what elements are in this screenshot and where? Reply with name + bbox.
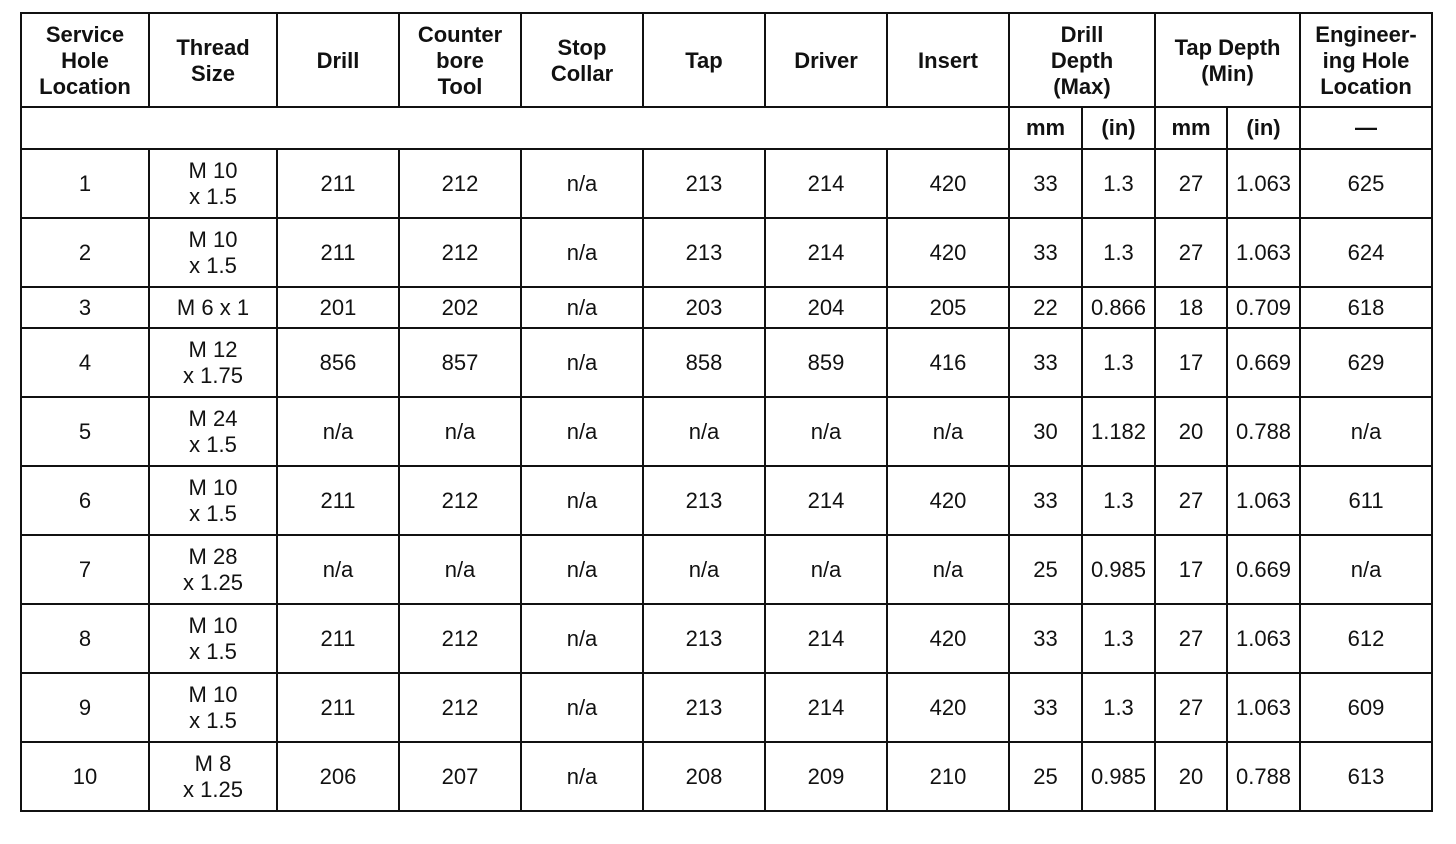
header-counterbore-tool: Counter bore Tool [399,13,521,107]
cell-engineering-hole-location: 613 [1300,742,1432,811]
cell-driver: 209 [765,742,887,811]
cell-driver: 214 [765,149,887,218]
cell-counterbore-tool: 207 [399,742,521,811]
cell-tap-depth-mm: 27 [1155,604,1227,673]
cell-stop-collar: n/a [521,604,643,673]
cell-counterbore-tool: 202 [399,287,521,328]
cell-drill-depth-mm: 33 [1009,466,1082,535]
cell-service-hole-location: 9 [21,673,149,742]
cell-drill-depth-mm: 33 [1009,149,1082,218]
cell-stop-collar: n/a [521,466,643,535]
cell-service-hole-location: 3 [21,287,149,328]
cell-drill-depth-mm: 22 [1009,287,1082,328]
cell-tap: 858 [643,328,765,397]
cell-service-hole-location: 7 [21,535,149,604]
cell-thread-size: M 12 x 1.75 [149,328,277,397]
cell-thread-size: M 8 x 1.25 [149,742,277,811]
cell-service-hole-location: 5 [21,397,149,466]
table-row [21,742,1432,811]
cell-driver: 214 [765,218,887,287]
cell-drill: n/a [277,535,399,604]
cell-tap: 213 [643,149,765,218]
unit-drill-in: (in) [1082,107,1155,149]
cell-tap: 213 [643,466,765,535]
header-driver: Driver [765,13,887,107]
cell-drill: 211 [277,149,399,218]
cell-tap-depth-in: 0.669 [1227,535,1300,604]
cell-driver: 214 [765,604,887,673]
cell-service-hole-location: 2 [21,218,149,287]
cell-stop-collar: n/a [521,287,643,328]
cell-insert: n/a [887,535,1009,604]
header-tap: Tap [643,13,765,107]
cell-engineering-hole-location: 618 [1300,287,1432,328]
cell-engineering-hole-location: 624 [1300,218,1432,287]
cell-drill-depth-in: 1.3 [1082,218,1155,287]
cell-tap-depth-mm: 20 [1155,397,1227,466]
cell-counterbore-tool: n/a [399,397,521,466]
cell-tap: 213 [643,604,765,673]
cell-counterbore-tool: 857 [399,328,521,397]
header-service-hole-location: Service Hole Location [21,13,149,107]
cell-drill-depth-in: 0.985 [1082,742,1155,811]
cell-thread-size: M 10 x 1.5 [149,673,277,742]
cell-thread-size: M 28 x 1.25 [149,535,277,604]
cell-engineering-hole-location: 611 [1300,466,1432,535]
cell-service-hole-location: 4 [21,328,149,397]
cell-driver: 214 [765,466,887,535]
cell-drill: 856 [277,328,399,397]
cell-tap-depth-in: 1.063 [1227,466,1300,535]
cell-tap: 208 [643,742,765,811]
unit-drill-mm: mm [1009,107,1082,149]
header-tap-depth-min: Tap Depth (Min) [1155,13,1300,107]
table-row [21,287,1432,328]
cell-tap: n/a [643,535,765,604]
units-row [21,107,1432,149]
cell-counterbore-tool: 212 [399,466,521,535]
table-row [21,149,1432,218]
cell-service-hole-location: 1 [21,149,149,218]
cell-insert: 420 [887,604,1009,673]
cell-insert: 420 [887,673,1009,742]
table-row [21,604,1432,673]
table-row [21,328,1432,397]
cell-tap-depth-mm: 27 [1155,218,1227,287]
cell-tap-depth-in: 1.063 [1227,218,1300,287]
cell-tap-depth-mm: 27 [1155,673,1227,742]
table-row [21,466,1432,535]
cell-drill-depth-mm: 33 [1009,673,1082,742]
cell-drill: 201 [277,287,399,328]
cell-insert: 210 [887,742,1009,811]
header-insert: Insert [887,13,1009,107]
cell-engineering-hole-location: 629 [1300,328,1432,397]
cell-drill: 211 [277,604,399,673]
cell-drill: 211 [277,218,399,287]
cell-stop-collar: n/a [521,218,643,287]
cell-tap-depth-in: 1.063 [1227,149,1300,218]
cell-tap-depth-mm: 27 [1155,149,1227,218]
cell-insert: 416 [887,328,1009,397]
cell-service-hole-location: 10 [21,742,149,811]
cell-tap-depth-mm: 17 [1155,328,1227,397]
cell-tap-depth-mm: 27 [1155,466,1227,535]
cell-thread-size: M 24 x 1.5 [149,397,277,466]
table-row [21,218,1432,287]
cell-drill-depth-in: 1.3 [1082,673,1155,742]
cell-tap: n/a [643,397,765,466]
cell-driver: n/a [765,535,887,604]
cell-tap-depth-in: 0.788 [1227,397,1300,466]
cell-drill: 211 [277,466,399,535]
cell-thread-size: M 10 x 1.5 [149,149,277,218]
cell-engineering-hole-location: 625 [1300,149,1432,218]
cell-service-hole-location: 8 [21,604,149,673]
cell-stop-collar: n/a [521,328,643,397]
cell-drill-depth-mm: 33 [1009,604,1082,673]
cell-drill-depth-in: 0.985 [1082,535,1155,604]
cell-drill-depth-mm: 33 [1009,328,1082,397]
cell-insert: 420 [887,218,1009,287]
cell-drill-depth-mm: 25 [1009,535,1082,604]
cell-drill-depth-mm: 25 [1009,742,1082,811]
cell-thread-size: M 10 x 1.5 [149,218,277,287]
cell-tap: 203 [643,287,765,328]
cell-tap-depth-mm: 20 [1155,742,1227,811]
cell-tap-depth-in: 1.063 [1227,604,1300,673]
cell-stop-collar: n/a [521,149,643,218]
cell-engineering-hole-location: n/a [1300,535,1432,604]
cell-tap-depth-in: 0.788 [1227,742,1300,811]
cell-counterbore-tool: 212 [399,218,521,287]
cell-tap-depth-mm: 17 [1155,535,1227,604]
unit-tap-in: (in) [1227,107,1300,149]
cell-drill-depth-in: 0.866 [1082,287,1155,328]
cell-thread-size: M 6 x 1 [149,287,277,328]
cell-drill-depth-in: 1.182 [1082,397,1155,466]
cell-engineering-hole-location: 612 [1300,604,1432,673]
cell-engineering-hole-location: 609 [1300,673,1432,742]
cell-tap-depth-in: 1.063 [1227,673,1300,742]
cell-insert: 420 [887,149,1009,218]
cell-drill-depth-in: 1.3 [1082,328,1155,397]
cell-tap-depth-in: 0.709 [1227,287,1300,328]
table-row [21,673,1432,742]
cell-tap: 213 [643,218,765,287]
header-stop-collar: Stop Collar [521,13,643,107]
cell-stop-collar: n/a [521,742,643,811]
cell-tap-depth-in: 0.669 [1227,328,1300,397]
cell-insert: n/a [887,397,1009,466]
header-drill-depth-max: Drill Depth (Max) [1009,13,1155,107]
cell-driver: 204 [765,287,887,328]
cell-drill: 211 [277,673,399,742]
units-row-blank [21,107,1009,149]
cell-engineering-hole-location: n/a [1300,397,1432,466]
cell-tap-depth-mm: 18 [1155,287,1227,328]
cell-tap: 213 [643,673,765,742]
cell-stop-collar: n/a [521,397,643,466]
cell-stop-collar: n/a [521,673,643,742]
service-hole-tooling-table [20,12,1433,812]
cell-counterbore-tool: n/a [399,535,521,604]
cell-driver: 859 [765,328,887,397]
cell-counterbore-tool: 212 [399,673,521,742]
table-row [21,397,1432,466]
cell-thread-size: M 10 x 1.5 [149,604,277,673]
header-thread-size: Thread Size [149,13,277,107]
cell-drill: 206 [277,742,399,811]
cell-drill-depth-mm: 33 [1009,218,1082,287]
cell-driver: 214 [765,673,887,742]
cell-insert: 205 [887,287,1009,328]
cell-driver: n/a [765,397,887,466]
cell-drill: n/a [277,397,399,466]
cell-thread-size: M 10 x 1.5 [149,466,277,535]
header-row [21,13,1432,107]
cell-counterbore-tool: 212 [399,604,521,673]
cell-drill-depth-in: 1.3 [1082,466,1155,535]
table-body [21,149,1432,811]
unit-tap-mm: mm [1155,107,1227,149]
cell-counterbore-tool: 212 [399,149,521,218]
table-row [21,535,1432,604]
cell-stop-collar: n/a [521,535,643,604]
cell-insert: 420 [887,466,1009,535]
header-drill: Drill [277,13,399,107]
cell-drill-depth-in: 1.3 [1082,149,1155,218]
cell-service-hole-location: 6 [21,466,149,535]
unit-engineering-dash: — [1300,107,1432,149]
cell-drill-depth-mm: 30 [1009,397,1082,466]
cell-drill-depth-in: 1.3 [1082,604,1155,673]
header-engineering-hole-location: Engineer- ing Hole Location [1300,13,1432,107]
